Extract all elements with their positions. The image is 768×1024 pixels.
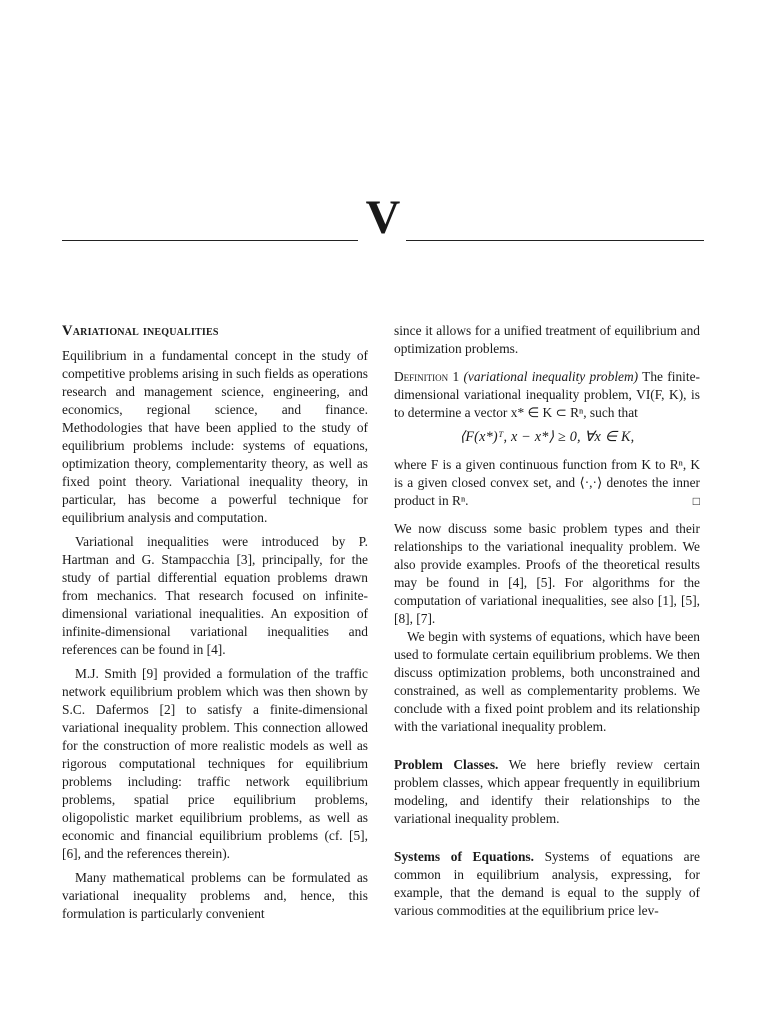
systems-text: Systems of equations are common in equilibrium analysis, expressing, for example, that the demand is equal to the supply of various commodities at the equilibrium price lev- — [394, 849, 701, 918]
chapter-letter: V — [365, 191, 401, 244]
section-title: Variational inequalities — [62, 323, 219, 339]
right-column — [394, 322, 700, 920]
paragraph-problem-types: We now discuss some basic problem types and their relationships to the variational inequality problem. We also provide examples. Proofs of the theoretical results may be found in [4], [5]. For algorithms for the computation of variational inequalities, see also [1], [5], [8], [7]. — [394, 521, 700, 626]
paragraph-smith: M.J. Smith [9] provided a formulation of the traffic network equilibrium problem which was then shown by S.C. Dafermos [2] to satisfy a finite-dimensional variational inequality problem. This connection allowed for the construction of more realistic models as well as rigorous computational techniques for equilibrium problems including: traffic network equilibrium problems, spatial price equilibrium problems, oligopolistic market equilibrium problems, as well as economic and financial equilibrium problems (cf. [5], [6], and the references therein). — [62, 666, 368, 861]
chapter-header — [62, 191, 704, 248]
definition-after-text: where F is a given continuous function from K to Rⁿ, K is a given closed convex set, and ⟨·,·⟩ denotes the inner product in Rⁿ. — [394, 457, 700, 508]
systems-paragraph — [394, 848, 700, 920]
problem-classes-paragraph — [394, 756, 700, 828]
problem-classes-text: We here briefly review certain problem classes, which appear frequently in equilibrium modeling, and identify their relationships to the variational inequality problem. — [394, 757, 700, 826]
paragraph-overview: We begin with systems of equations, which have been used to formulate certain equilibrium problems. We then discuss optimization problems, both unconstrained and constrained, as well as complementarity problems. We conclude with a fixed point problem and its relationship with the variational inequality problem. — [394, 629, 700, 734]
systems-label: Systems of Equations. — [394, 849, 534, 864]
definition-title: (variational inequality problem) — [463, 369, 639, 384]
paragraph-continuation: since it allows for a unified treatment of equilibrium and optimization problems. — [394, 323, 700, 356]
definition-formula: ⟨F(x*)ᵀ, x − x*⟩ ≥ 0, ∀x ∈ K, — [459, 429, 635, 445]
header-rule-left — [62, 240, 358, 241]
header-rule-right — [406, 240, 704, 241]
definition-block — [394, 368, 700, 422]
definition-body: The finite-dimensional variational inequality problem, VI(F, K), is to determine a vector x* ∈ K ⊂ Rⁿ, such that — [394, 369, 700, 420]
paragraph-formulation: Many mathematical problems can be formulated as variational inequality problems and, hence, this formulation is particularly convenient — [62, 870, 368, 921]
paragraph-history: Variational inequalities were introduced by P. Hartman and G. Stampacchia [3], principally, for the study of partial differential equation problems drawn from mechanics. That research focused on infinite-dimensional variational inequalities. An exposition of infinite-dimensional variational inequalities and references can be found in [4]. — [62, 534, 368, 657]
problem-classes-label: Problem Classes. — [394, 757, 499, 772]
definition-head: Definition 1 — [394, 369, 460, 384]
left-column — [62, 322, 368, 923]
paragraph-intro: Equilibrium in a fundamental concept in the study of competitive problems arising in such fields as operations research and management science, engineering, and economics, regional science, and finance. Methodologies that have been applied to the study of equilibrium problems include: systems of equations, optimization theory, complementarity theory, as well as fixed point theory. Variational inequality theory, in particular, has become a powerful technique for equilibrium analysis and computation. — [62, 348, 368, 525]
qed-symbol: □ — [692, 494, 700, 508]
definition-explanation — [394, 456, 700, 510]
